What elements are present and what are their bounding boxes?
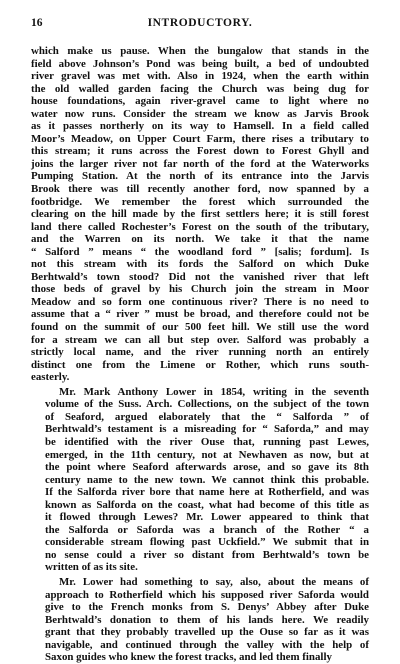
text-line: give to the French monks from S. Denys’ Abbey after Duke [45,601,369,614]
text-line: grant that they probably travelled up the Ouse so far as it was [45,626,369,639]
text-line: and the Warren on its north. We take it that the name [31,233,369,246]
text-line: Berhtwald’s testament is a misreading for “ Saforda,” and may [45,423,369,436]
text-line: joins the larger river not far north of the ford at the Waterworks [31,157,369,170]
text-line: it flowed through Lewes? Mr. Lower appeared to think that [45,511,369,524]
text-line: found on the summit of our 500 feet hill. We still use the word [31,321,369,334]
text-line: Berhtwald’s town stood? Did not the vanished river that left [31,270,369,283]
text-line: strictly local name, and the river running north an entirely [31,346,369,359]
text-line: Mr. Lower had something to say, also, about the means of [59,575,369,588]
text-line: not this stream with its fords the Salford on which Duke [31,258,369,271]
paragraph [31,45,369,384]
text-line: river gravel was met with. Also in 1924, when the earth within [31,70,369,83]
text-line: those beds of gravel by his Church join the stream in Moor [31,283,369,296]
paragraph [31,576,369,664]
text-line: house foundations, again river-gravel came to light where no [31,95,369,108]
text-line: clearing on the hill made by the first settlers here; it is still forest [31,208,369,221]
text-line: no sense could a river so distant from Berhtwald’s town be [45,548,369,561]
text-line: century name to the new town. We cannot think this probable. [45,473,369,486]
text-line: of Seaford, argued elaborately that the “ Salforda ” of [45,410,369,423]
text-line: Saxon guides who knew the forest tracks, and led them finally [45,651,332,664]
text-line: Pumping Station. At the north of its entrance into the Jarvis [31,170,369,183]
text-line: land there called Rochester’s Forest on the south of the tributary, [31,220,369,233]
text-line: the Salforda or Saforda was a branch of the Rother “ a [45,523,369,536]
running-head [31,14,369,32]
text-line: water now runs. Consider the stream we know as Jarvis Brook [31,107,369,120]
text-line: which make us pause. When the bungalow that stands in the [31,45,369,57]
text-line: Brook there was till recently another ford, now spanned by a [31,183,369,196]
text-line: as it passes northerly on its way to Hamsell. In a field called [31,120,369,133]
paragraph [31,386,369,574]
text-line: emerged, in the 11th century, not at Newhaven as now, but at [45,448,369,461]
text-line: written of as its site. [45,561,138,574]
text-line: approach to Rotherfield which his supposed river Saforda would [45,588,369,601]
text-line: Moor’s Meadow, on Upper Court Farm, there rises a tributary to [31,132,369,145]
text-line: volume of the Suss. Arch. Collections, on the subject of the town [45,398,369,411]
text-line: Meadow and so form one continuous river? There is no need to [31,295,369,308]
text-line: footbridge. We remember the forest which surrounded the [31,195,369,208]
page-number: 16 [31,17,43,29]
text-line: field above Johnson’s Pond was being built, a bed of undoubted [31,57,369,70]
text-line: considerable stream flowing past Uckfield.” We submit that in [45,536,369,549]
text-line: easterly. [31,371,70,384]
body-text [31,45,369,664]
running-title: INTRODUCTORY. [147,17,253,29]
text-line: for a stream we can all but step over. Salford was probably a [31,333,369,346]
text-line: If the Salforda river bore that name here at Rotherfield, and was [45,486,369,499]
text-line: navigable, and continued through the valley with the help of [45,638,369,651]
text-line: assume that a “ river ” must be broad, and therefore could not be [31,308,369,321]
text-line: the old walled garden facing the Church was being dug for [31,82,369,95]
text-line: “ Salford ” means “ the woodland ford ” [salis; fordum]. Is [31,245,369,258]
text-line: known as Salforda on the coast, what had become of this title as [45,498,369,511]
text-line: this stream; it runs across the Forest down to Forest Ghyll and [31,145,369,158]
text-line: the point where Seaford afterwards arose, and so gave its 8th [45,461,369,474]
text-line: Mr. Mark Anthony Lower in 1854, writing in the seventh [59,385,369,398]
text-line: distinct one from the Limene or Rother, which runs south- [31,358,369,371]
text-line: Berhtwald’s donation to them of his lands here. We readily [45,613,369,626]
text-line: be identified with the river Ouse that, running past Lewes, [45,435,369,448]
